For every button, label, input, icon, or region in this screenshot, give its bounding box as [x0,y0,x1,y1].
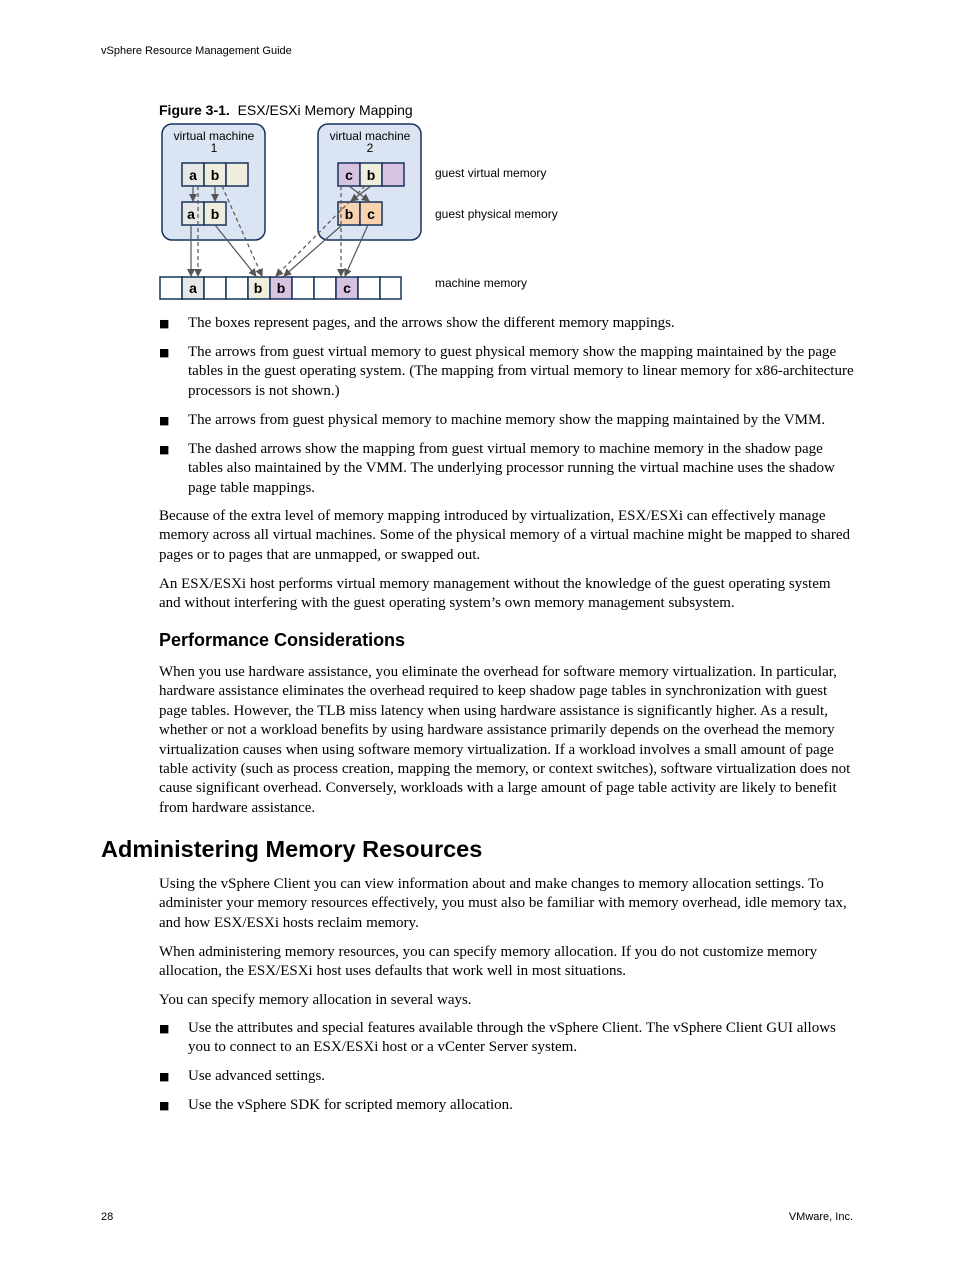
machine-page [380,277,401,299]
page-letter: b [366,167,376,183]
list-item: ■ The arrows from guest physical memory to machine memory show the mapping maintained by the VMM. [159,411,854,430]
guest-physical-memory-label: guest physical memory [435,207,558,221]
list-item: ■ Use the attributes and special features available through the vSphere Client. The vSphere Client GUI allows you to connect to an ESX/ESXi host or a vCenter Server system. [159,1019,854,1058]
list-item: ■ Use advanced settings. [159,1067,854,1086]
administering-heading: Administering Memory Resources [101,836,483,862]
paragraph: When you use hardware assistance, you eliminate the overhead for software memory virtualization. In particular, hardware assistance eliminates the overhead required to keep shadow page tables in synchronization with guest page tables. However, the TLB miss latency when using hardware assistance is significantly higher. As a result, whether or not a workload benefits by using hardware assistance primarily depends on the overhead the memory virtualization causes when using software memory virtualization. If a workload involves a small amount of page table activity (such as process creation, mapping the memory, or context switches), software virtualization does not cause significant overhead. Conversely, workloads with a large amount of page table activity are likely to benefit from hardware assistance. [159,664,851,816]
machine-memory-label: machine memory [435,276,528,290]
page-letter: b [253,280,263,296]
figure-label: Figure 3-1. [159,102,230,118]
page-letter: a [187,206,195,222]
allocation-bullet-list [159,1019,854,1125]
vm1-label-line1: virtual machine [173,129,255,143]
page-letter: c [367,206,375,222]
page-letter: b [210,167,220,183]
page-number: 28 [101,1211,114,1223]
page-letter: c [345,167,353,183]
administering-section [159,875,854,1020]
page-letter: c [343,280,351,296]
list-item: ■ Use the vSphere SDK for scripted memory allocation. [159,1096,854,1115]
page-letter: b [344,206,354,222]
intro-paragraphs [159,507,854,623]
machine-page [160,277,182,299]
running-header: vSphere Resource Management Guide [101,45,292,57]
list-item: ■ The boxes represent pages, and the arrows show the different memory mappings. [159,314,854,333]
vm2-label-line2: 2 [366,141,374,155]
vm1-virtual-page [226,163,248,186]
machine-page [204,277,226,299]
guest-virtual-memory-label: guest virtual memory [435,166,547,180]
vm2-label-line1: virtual machine [329,129,411,143]
list-item: ■ The dashed arrows show the mapping from guest virtual memory to machine memory in the shadow page tables also maintained by the VMM. The underlying processor running the virtual machine uses the shadow page table mappings. [159,440,854,498]
vm1-label-line2: 1 [210,141,218,155]
page-letter: a [189,280,197,296]
list-item: ■ The arrows from guest virtual memory to guest physical memory show the mapping maintained by the page tables in the guest operating system. (The mapping from virtual memory to linear memory for x86-architecture processors is not shown.) [159,343,854,401]
paragraph: Because of the extra level of memory mapping introduced by virtualization, ESX/ESXi can effectively manage memory across all virtual machines. Some of the physical memory of a virtual machine might be mapped to shared pages or to pages that are unmapped, or swapped out. [159,508,851,563]
paragraph: When administering memory resources, you can specify memory allocation. If you do not customize memory allocation, the ESX/ESXi host uses defaults that work well in most situations. [159,943,818,980]
performance-heading: Performance Considerations [159,630,406,650]
machine-page [292,277,314,299]
mapping-bullet-list [159,314,854,508]
paragraph: Using the vSphere Client you can view information about and make changes to memory allocation settings. To administer your memory resources effectively, you must also be familiar with memory overhead, idle memory tax, and how ESX/ESXi hosts reclaim memory. [159,876,847,931]
footer-company: VMware, Inc. [788,1211,853,1223]
machine-page [358,277,380,299]
page-letter: b [276,280,286,296]
paragraph: You can specify memory allocation in several ways. [159,992,472,1009]
figure-title: ESX/ESXi Memory Mapping [237,102,413,118]
vm2-virtual-page [382,163,404,186]
page-letter: b [210,206,220,222]
performance-section [159,663,854,828]
machine-page [314,277,336,299]
machine-page [226,277,248,299]
vmm-arrow [284,225,342,276]
memory-mapping-diagram [0,0,954,310]
page-letter: a [189,167,197,183]
paragraph: An ESX/ESXi host performs virtual memory management without the knowledge of the guest operating system and without interfering with the guest operating system’s own memory management subsystem. [159,575,831,612]
